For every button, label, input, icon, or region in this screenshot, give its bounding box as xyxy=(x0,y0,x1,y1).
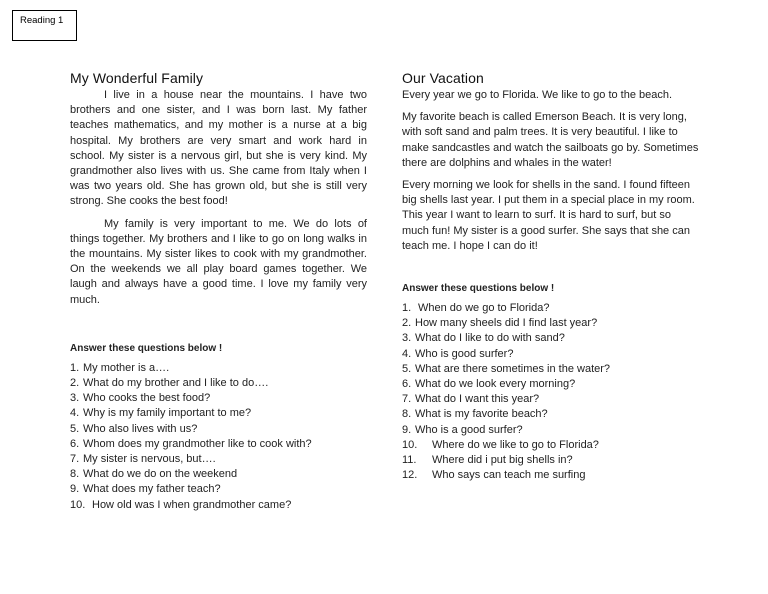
question-text: What do I like to do with sand? xyxy=(415,332,565,345)
question-item xyxy=(70,422,367,437)
question-item xyxy=(402,468,699,483)
question-text: What do we look every morning? xyxy=(415,378,576,391)
question-text: Who is a good surfer? xyxy=(415,423,523,436)
question-number: 10. xyxy=(70,498,86,511)
questions-title: Answer these questions below ! xyxy=(70,342,223,354)
question-number: 3. xyxy=(70,392,80,405)
question-number: 12. xyxy=(402,469,418,482)
question-item xyxy=(402,423,699,438)
question-text: Whom does my grandmother like to cook with? xyxy=(83,437,312,450)
question-text: Who says can teach me surfing xyxy=(432,469,586,482)
question-number: 8. xyxy=(70,468,80,481)
question-number: 1. xyxy=(70,361,80,374)
question-number: 11. xyxy=(402,454,417,467)
question-text: What do I want this year? xyxy=(415,393,540,406)
question-text: Who cooks the best food? xyxy=(83,392,211,405)
questions-list xyxy=(402,301,699,483)
question-item xyxy=(402,407,699,422)
question-number: 5. xyxy=(70,422,80,435)
questions-list xyxy=(70,361,367,513)
question-number: 9. xyxy=(402,423,412,436)
question-number: 10. xyxy=(402,438,418,451)
question-number: 1. xyxy=(402,302,412,315)
questions-title: Answer these questions below ! xyxy=(402,283,555,295)
question-text: What do my brother and I like to do…. xyxy=(83,377,269,390)
question-number: 8. xyxy=(402,408,412,421)
question-text: What is my favorite beach? xyxy=(415,408,548,421)
question-number: 3. xyxy=(402,332,412,345)
question-item xyxy=(402,453,699,468)
question-item xyxy=(70,437,367,452)
question-number: 4. xyxy=(70,407,80,420)
question-text: What do we do on the weekend xyxy=(83,468,238,481)
question-text: Why is my family important to me? xyxy=(83,407,252,420)
story-title: Our Vacation xyxy=(402,70,484,86)
question-number: 6. xyxy=(70,437,80,450)
question-text: Who also lives with us? xyxy=(83,422,198,435)
question-text: How many sheels did I find last year? xyxy=(415,317,598,330)
story-paragraph: Every year we go to Florida. We like to go to the beach. xyxy=(402,89,673,101)
question-item xyxy=(402,392,699,407)
question-number: 2. xyxy=(70,377,80,390)
question-item xyxy=(70,452,367,467)
question-text: Where do we like to go to Florida? xyxy=(432,438,599,451)
question-item xyxy=(70,376,367,391)
question-item xyxy=(402,347,699,362)
question-number: 9. xyxy=(70,483,80,496)
story-paragraph: My family is very important to me. We do lots of things together. My brothers and I like to go on long walks in the mountains. My sister likes to cook with my grandmother. On the weekends we all play board games together. We laugh and always have a good time. I love my family very much. xyxy=(70,217,367,306)
story-title: My Wonderful Family xyxy=(70,70,204,86)
question-item xyxy=(70,482,367,497)
question-text: My mother is a…. xyxy=(83,361,170,374)
question-item xyxy=(70,406,367,421)
question-item xyxy=(402,301,699,316)
question-text: Who is good surfer? xyxy=(415,347,514,360)
question-item xyxy=(402,377,699,392)
question-text: How old was I when grandmother came? xyxy=(92,498,292,511)
question-number: 4. xyxy=(402,347,412,360)
story-paragraph: My favorite beach is called Emerson Beach. It is very long, with soft sand and palm trees. It is very beautiful. I like to make sandcastles and watch the sailboats go by. Sometimes there are dolphins and whales in the water! xyxy=(402,111,699,169)
story-family xyxy=(70,70,367,513)
question-text: My sister is nervous, but…. xyxy=(83,453,216,466)
question-number: 6. xyxy=(402,378,412,391)
reading-label: Reading 1 xyxy=(12,10,77,41)
question-item xyxy=(70,361,367,376)
question-item xyxy=(402,438,699,453)
question-text: What are there sometimes in the water? xyxy=(415,362,611,375)
question-number: 7. xyxy=(402,393,412,406)
question-item xyxy=(70,498,367,513)
question-number: 7. xyxy=(70,453,80,466)
question-item xyxy=(402,331,699,346)
question-number: 5. xyxy=(402,362,412,375)
story-paragraph: Every morning we look for shells in the sand. I found fifteen big shells last year. I put them in a special place in my room. This year I want to learn to surf. It is hard to surf, but so much fun! My sister is a good surfer. She says that she can teach me. I hope I can do it! xyxy=(402,179,695,252)
question-text: When do we go to Florida? xyxy=(418,302,550,315)
question-item xyxy=(70,391,367,406)
question-text: Where did i put big shells in? xyxy=(432,454,573,467)
question-number: 2. xyxy=(402,317,412,330)
story-vacation xyxy=(402,70,699,483)
question-text: What does my father teach? xyxy=(83,483,221,496)
question-item xyxy=(70,467,367,482)
question-item xyxy=(402,362,699,377)
question-item xyxy=(402,316,699,331)
story-paragraph: I live in a house near the mountains. I have two brothers and one sister, and I was born last. My father teaches mathematics, and my mother is a nurse at a big hospital. My brothers are very smart and work hard in school. My sister is a nervous girl, but she is very kind. My grandmother also lives with us. She came from Italy when I was two years old. She has grown old, but she is still very strong. She cooks the best food! xyxy=(70,89,367,208)
